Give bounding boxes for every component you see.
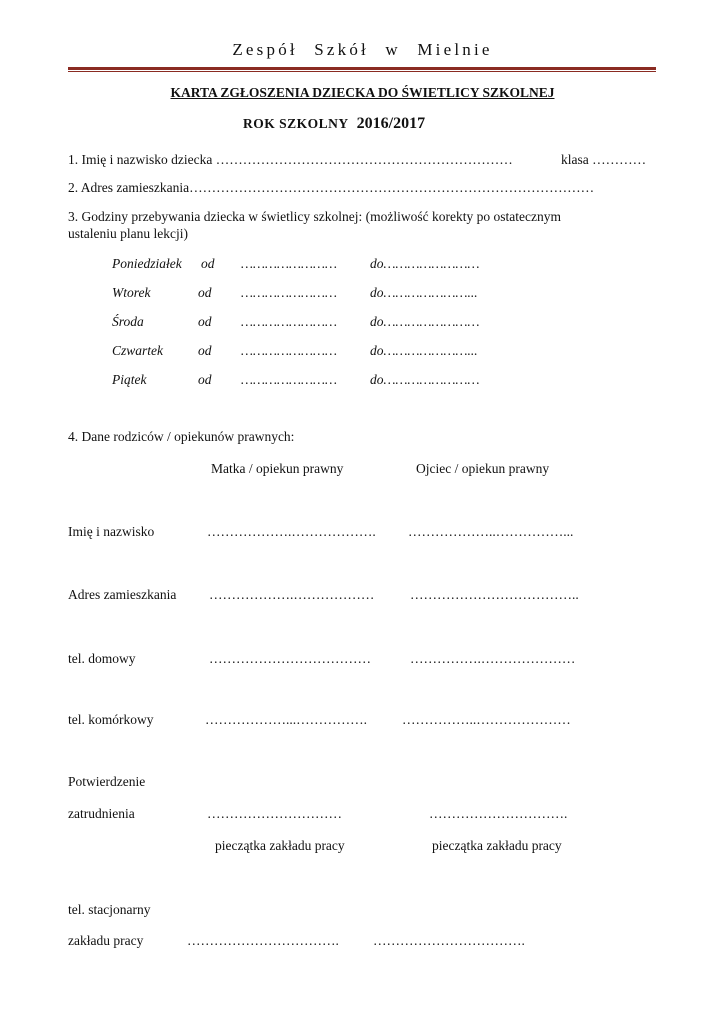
- mother-address-field[interactable]: ……………….………………: [209, 587, 375, 602]
- header-rule-thick: [68, 67, 656, 70]
- mother-work-phone-field[interactable]: …………………………….: [187, 933, 339, 948]
- form-title: KARTA ZGŁOSZENIA DZIECKA DO ŚWIETLICY SZKOLNEJ: [170, 85, 555, 100]
- schedule-to-field-monday[interactable]: do……………………: [370, 256, 480, 271]
- father-column-header: Ojciec / opiekun prawny: [416, 461, 550, 476]
- class-field[interactable]: klasa …………: [561, 152, 647, 167]
- schedule-day-wednesday: Środa: [112, 314, 144, 329]
- schedule-to-field-thursday[interactable]: do…………………...: [370, 343, 478, 358]
- school-year: [243, 115, 425, 133]
- mother-name-field[interactable]: ……………….……………….: [207, 524, 376, 539]
- schedule-to-field-wednesday[interactable]: do……………………: [370, 314, 480, 329]
- father-mobile-phone-field[interactable]: ……………..…………………: [402, 712, 571, 727]
- school-year-label: ROK SZKOLNY: [243, 116, 349, 131]
- name-row-label: Imię i nazwisko: [68, 524, 155, 539]
- address-field[interactable]: 2. Adres zamieszkania………………………………………………………………………………: [68, 180, 595, 195]
- schedule-from-label: od: [198, 372, 212, 387]
- schedule-from-field-tuesday[interactable]: ……………………: [241, 285, 338, 300]
- mother-column-header: Matka / opiekun prawny: [211, 461, 344, 476]
- schedule-from-label: od: [201, 256, 215, 271]
- schedule-from-label: od: [198, 285, 212, 300]
- school-year-value: 2016/2017: [356, 115, 426, 132]
- schedule-to-field-tuesday[interactable]: do…………………...: [370, 285, 478, 300]
- schedule-from-field-wednesday[interactable]: ……………………: [241, 314, 338, 329]
- schedule-day-friday: Piątek: [112, 372, 147, 387]
- father-employment-field[interactable]: ………………………….: [429, 806, 568, 821]
- mother-mobile-phone-field[interactable]: ………………...…………….: [205, 712, 367, 727]
- employment-label-line2: zatrudnienia: [68, 806, 135, 821]
- home-phone-row-label: tel. domowy: [68, 651, 136, 666]
- schedule-day-monday: Poniedziałek: [112, 256, 182, 271]
- work-phone-label-line2: zakładu pracy: [68, 933, 144, 948]
- address-row-label: Adres zamieszkania: [68, 587, 177, 602]
- header-rule-thin: [68, 71, 656, 72]
- work-phone-label-line1: tel. stacjonarny: [68, 902, 151, 917]
- father-work-phone-field[interactable]: …………………………….: [373, 933, 525, 948]
- employment-label-line1: Potwierdzenie: [68, 774, 146, 789]
- father-stamp-caption: pieczątka zakładu pracy: [432, 838, 562, 853]
- father-name-field[interactable]: ………………..……………...: [408, 524, 574, 539]
- child-name-field[interactable]: 1. Imię i nazwisko dziecka …………………………………………………………: [68, 152, 513, 167]
- schedule-from-label: od: [198, 314, 212, 329]
- schedule-from-label: od: [198, 343, 212, 358]
- hours-instruction-line2: ustaleniu planu lekcji): [68, 226, 188, 241]
- school-name: Zespół Szkół w Mielnie: [232, 40, 493, 59]
- mother-home-phone-field[interactable]: ………………………………: [209, 651, 371, 666]
- hours-instruction-line1: 3. Godziny przebywania dziecka w świetlicy szkolnej: (możliwość korekty po ostatecznym: [68, 209, 561, 224]
- father-home-phone-field[interactable]: …………….…………………: [410, 651, 576, 666]
- schedule-day-tuesday: Wtorek: [112, 285, 151, 300]
- father-address-field[interactable]: ………………………………..: [410, 587, 579, 602]
- mother-employment-field[interactable]: …………………………: [207, 806, 342, 821]
- schedule-from-field-friday[interactable]: ……………………: [241, 372, 338, 387]
- mobile-phone-row-label: tel. komórkowy: [68, 712, 154, 727]
- parents-section-title: 4. Dane rodziców / opiekunów prawnych:: [68, 429, 295, 444]
- schedule-from-field-monday[interactable]: ……………………: [241, 256, 338, 271]
- schedule-day-thursday: Czwartek: [112, 343, 164, 358]
- mother-stamp-caption: pieczątka zakładu pracy: [215, 838, 345, 853]
- schedule-from-field-thursday[interactable]: ……………………: [241, 343, 338, 358]
- schedule-to-field-friday[interactable]: do……………………: [370, 372, 480, 387]
